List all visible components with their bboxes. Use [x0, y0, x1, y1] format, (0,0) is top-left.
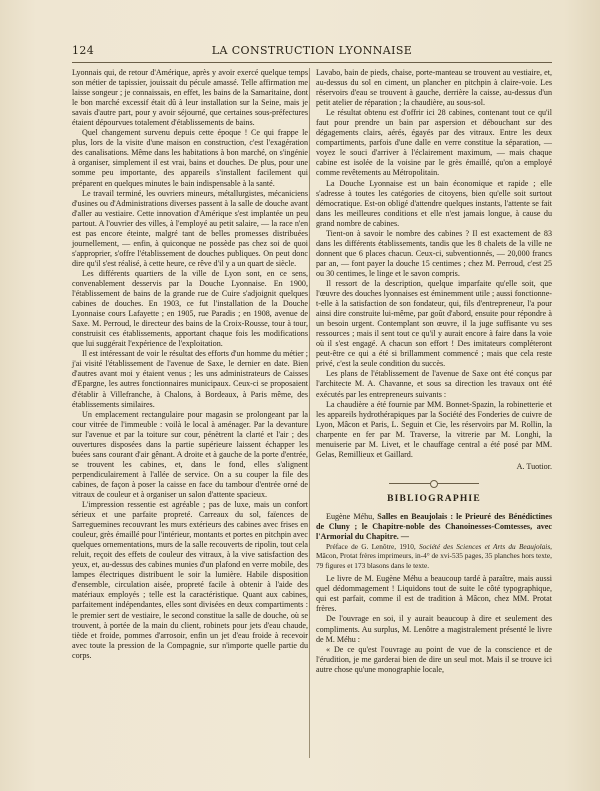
paragraph: Un emplacement rectangulaire pour magasin se prolongeant par la cour vitrée de l'immeuble : voilà le local à aménager. Par la devanture sur l'avenue et par la toiture sur cour, pénètrent la clarté et l'air ; des ouvertures disposées dans la partie supérieure laissent échapper les buées sans courant d'air gênant. A droite et à gauche de la porte d'entrée, se trouvent les cabines, et, dans le fond, elles s'alignent perpendiculairement à l'allée de service. On a su couper la file des cabines, de façon à poser la caisse en face du tambour d'entrée orné de vitraux de couleur et à organiser un salon d'attente spacieux. — [72, 409, 308, 499]
bibliography-heading: BIBLIOGRAPHIE — [387, 493, 481, 504]
bibliography-entry-details — [316, 542, 552, 570]
paragraph: Le travail terminé, les ouvriers mineurs, métallurgistes, mécaniciens d'usines ou d'Administrations diverses passent à la salle de douche avant d'aller au vestiaire. Cette innovation d'Amérique s'est implantée un peu partout. A l'ouvrier des villes, à l'employé au petit salaire, — la race n'en est pas encore éteinte, malgré tant de belles promesses distribuées journellement, — enfin, à quiconque ne possède pas chez soi de quoi s'approprier, s'offre l'établissement de douches publiques. On peut donc dire qu'il s'est réalisé, à cette heure, ce rêve d'il y a un quart de siècle. — [72, 188, 308, 268]
entry-title: Salles en Beaujolais : le Prieuré des Bénédictines de Cluny ; le Chapitre-noble des Chanoinesses-Comtesses, avec l'Armorial du Chapitre. — — [316, 511, 552, 542]
paragraph: Les plans de l'établissement de l'avenue de Saxe ont été conçus par l'architecte M. A. Chavanne, et sous sa direction les travaux ont été exécutés par les entrepreneurs suivants : — [316, 369, 552, 399]
section-ornament — [389, 480, 479, 488]
page-number: 124 — [72, 44, 95, 57]
running-title: LA CONSTRUCTION LYONNAISE — [211, 44, 413, 57]
entry-details-pre: Préface de G. Lenôtre, 1910, — [326, 542, 416, 552]
right-column — [316, 68, 552, 675]
article-signature: A. Tuotior. — [516, 461, 552, 471]
bibliography-entry-title — [316, 512, 552, 542]
paragraph: « De ce qu'est l'ouvrage au point de vue de la conscience et de l'érudition, je me garderai bien de dire un seul mot. Mais il se trouve ici autre chose qu'une monographie locale, — [316, 644, 552, 674]
entry-author: Eugène Méhu, — [326, 511, 375, 521]
paragraph: Quel changement survenu depuis cette époque ! Ce qui frappe le plus, lors de la visite d'une maison en construction, c'est l'exagération des canalisations. Même dans les habitations à bon marché, on s'ingénie à organiser, simplement il est vrai, bains et douches. De plus, pour une somme peu importante, des appareils s'installent facilement qui préparent en quelques minutes le bain indispensable à la santé. — [72, 128, 308, 188]
page-header — [72, 44, 552, 58]
paragraph: Il est intéressant de voir le résultat des efforts d'un homme du métier ; j'ai visité l'établissement de l'avenue de Saxe, le dernier en date. Bien d'autres avant moi y étaient venus ; les uns administrateurs de Caisses d'Epargne, les autres fonctionnaires municipaux. Ceux-ci se proposaient d'établir à Villefranche, à Chalons, à Bordeaux, à Paris même, des établissements similaires. — [72, 349, 308, 409]
paragraph: La chaudière a été fournie par MM. Bonnet-Spazin, la robinetterie et les appareils hydrothérapiques par la Société des Fonderies de cuivre de Lyon, Mâcon et Paris, L. Seguin et Cie, les réservoirs par M. Rollin, la charpente en fer par M. Traverse, la vitrerie par M. Longhi, la menuiserie par M. Livet, et le chauffage central a été posé par MM. Gelas, Remillieux et Gaillard. — [316, 399, 552, 459]
paragraph: Les différents quartiers de la ville de Lyon sont, en ce sens, convenablement desservis par la Douche Lyonnaise. En 1900, l'établissement de bains de la grande rue de Cuire s'adjoignit quelques cabines de douches. En 1903, ce fut l'installation de la Douche Lyonnaise cours Lafayette ; en 1905, rue Paradis ; en 1908, avenue de Saxe. M. Perroud, le directeur des bains de la Croix-Rousse, tour à tour, construisit ces établissements, apportant chaque fois les modifications que lui suggérait l'expérience de l'exploitation. — [72, 268, 308, 349]
paragraph: L'impression ressentie est agréable ; pas de luxe, mais un confort sérieux et une parfaite propreté. Carreaux du sol, faïences de Sarreguemines recouvrant les murs extérieurs des cabines avec frises en couleur, grès émaillé pour l'intérieur, montants et portes en pitchpin avec quelques ornementations, murs de la salle recouverts de ripolin, tout cela reluit, reçoit des effets de couleur des vitraux, à la vive satisfaction des yeux, et, au-dessus des cabines munies d'un plafond en verre mobile, des lampes électriques distribuent le soir la lumière. Habile disposition d'ensemble, circulation aisée, propreté facile à obtenir à l'aide des matériaux employés ; telle est la caractéristique. Quant aux cabines, parfaitement indépendantes, elles sont divisées en deux compartiments : le premier sert de vestiaire, le second constitue la salle de douche, où se trouvent, à portée de la main du client, robinets pour jets d'eau chaude, tiède et froide, pommes d'arrosoir, enfin un jet d'eau froide à recevoir avec toute la pression de la Compagnie, sur n'importe quelle partie du corps. — [72, 500, 308, 660]
paragraph: De l'ouvrage en soi, il y aurait beaucoup à dire et seulement des compliments. Au surplus, M. Lenôtre a magistralement présenté le livre de M. Méhu : — [316, 614, 552, 644]
paragraph: La Douche Lyonnaise est un bain économique et rapide ; elle s'adresse à toutes les catégories de citoyens, bien qu'elle soit surtout démocratique. Est-on obligé d'attendre quelques instants, l'attente se fait dans les meilleures conditions et elle n'est jamais longue, à cause du grand nombre de cabines. — [316, 178, 552, 228]
column-divider — [309, 68, 310, 758]
paragraph: Le résultat obtenu est d'offrir ici 28 cabines, contenant tout ce qu'il faut pour prendre un bain par aspersion et débouchant sur des dégagements clairs, aérés, égayés par des vitraux. Entre les deux compartiments, parfois d'une dalle en verre constitue la séparation, — voyez le souci d'arriver à l'éclairement maximum, — mais chaque cabine est isolée de la voisine par le grès émaillé, qu'on a employé comme revêtements au Métropolitain. — [316, 108, 552, 178]
paragraph: Lyonnais qui, de retour d'Amérique, après y avoir exercé quelque temps son métier de tapissier, jouissait du pécule amassé. Telle affirmation me laisse songeur ; je connaissais, en effet, les bains de la Samaritaine, dont le bon marché excessif était dû à leur installation sur la Seine, mais je savais d'autre part, pour y avoir séjourné, que certaines sous-préfectures étaient dépourvues totalement d'établissements de bains. — [72, 68, 308, 128]
paragraph: Lavabo, bain de pieds, chaise, porte-manteau se trouvent au vestiaire, et, au-dessus du sol en ciment, un plancher en pitchpin à claire-voie. Les réservoirs d'eau se trouvent à gauche, derrière la caisse, au-dessus d'un petit atelier de réparation ; la chaudière, au sous-sol. — [316, 68, 552, 108]
paragraph: Tient-on à savoir le nombre des cabines ? Il est exactement de 83 dans les différents établissements, tandis que les 8 chalets de la ville ne donnent que 6 places chacun. Ceux-ci, subventionnés, — 20,000 francs par an, — font payer la douche 15 centimes ; chez M. Perroud, c'est 25 ou 30 centimes, le linge et le savon compris. — [316, 228, 552, 278]
header-rule — [72, 62, 552, 63]
left-column — [72, 68, 308, 661]
entry-details-italic: Société des Sciences et Arts du Beaujolais, — [419, 542, 552, 552]
paragraph: Il ressort de la description, quelque imparfaite qu'elle soit, que l'œuvre des douches lyonnaises est éminemment utile ; aussi fonctionne-t-elle à la satisfaction de son fondateur, qui, fils d'entrepreneur, l'a pour ainsi dire construite lui-même, par goût d'abord, ensuite pour répondre à un besoin urgent. Contemplant son œuvre, il la juge suffisante vu ses ressources ; mais il sent tout ce qu'il y aurait encore à faire dans la voie où il s'est engagé. A chacun son effort ! Des imitateurs compléteront peut-être ce qui a été si brillamment commencé ; mais que cela reste privé, c'est la seule condition du succès. — [316, 278, 552, 369]
entry-details-post: Mâcon, Protat frères imprimeurs, in-4° de xvi-535 pages, 35 planches hors texte, 79 figures et 173 blasons dans le texte. — [316, 551, 552, 570]
paragraph: Le livre de M. Eugène Méhu a beaucoup tardé à paraître, mais aussi quel dédommagement ! Liquidons tout de suite le côté typographique, qui est parfait, comme il est de tradition à Mâcon, chez MM. Protat frères. — [316, 574, 552, 614]
